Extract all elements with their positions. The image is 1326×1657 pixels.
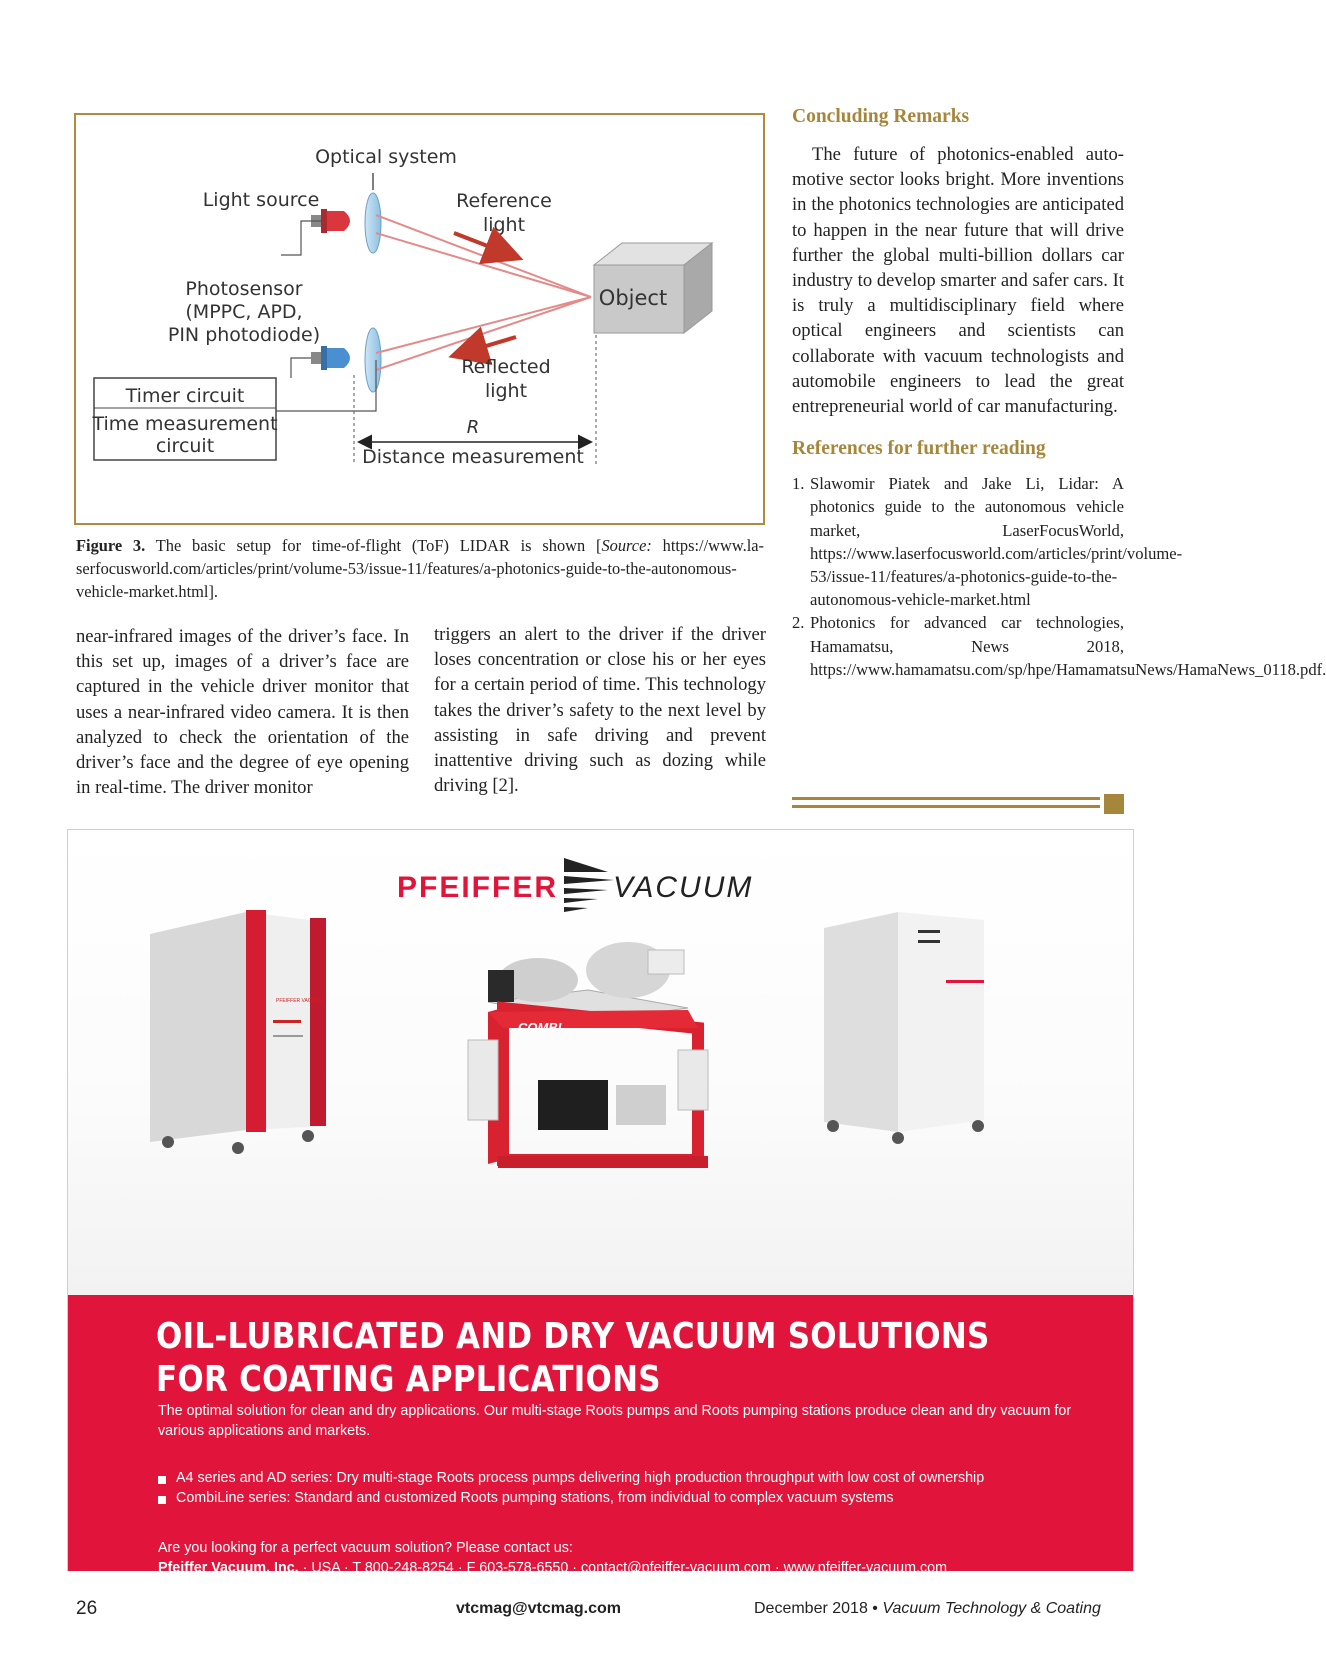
combi-label: COMBI (518, 1020, 562, 1035)
end-mark-square (1104, 794, 1124, 814)
ad-product-photo (68, 830, 1133, 1295)
wire-2 (291, 358, 311, 378)
ad-company: Pfeiffer Vacuum, Inc. (158, 1559, 299, 1576)
a4-cabinet-pump (150, 910, 326, 1154)
lens-top (365, 193, 381, 253)
caption-text-2: https://www.laserfocusworld.com/articles/print/volume-53/issue-11/features/a-photonics-guide-to-the-autonomous-vehicle-market.html]. (76, 536, 764, 601)
references-list (792, 472, 1326, 681)
lidar-diagram (76, 115, 764, 523)
label-optical-system: Optical system (315, 146, 457, 168)
lens-bottom (365, 328, 381, 392)
reference-item (792, 472, 1183, 611)
footer-date: December 2018 (754, 1600, 868, 1617)
label-r: R (466, 417, 480, 438)
footer-publication: Vacuum Technology & Coating (882, 1600, 1101, 1617)
footer-email: vtcmag@vtcmag.com (456, 1600, 621, 1617)
label-photosensor-2: (MPPC, APD, (185, 301, 303, 323)
machine-brand-label: PFEIFFER VACUUM (276, 998, 323, 1004)
reference-number: 2. (792, 613, 805, 633)
reference-arrow (454, 233, 516, 257)
caption-source: Source: (601, 536, 652, 555)
ad-headline-line-1: OIL-LUBRICATED AND DRY VACUUM SOLUTIONS (156, 1316, 990, 1357)
footer-publication-line (754, 1600, 1101, 1618)
ad-bullet-text: CombiLine series: Standard and customized Roots pumping stations, from individual to complex vacuum systems (176, 1489, 894, 1506)
page-number: 26 (76, 1598, 98, 1619)
ad-contact-details: · USA · T 800-248-8254 · F 603-578-6550 · contact@pfeiffer-vacuum.com · www.pfeiffer-vacuum.com (298, 1559, 948, 1576)
ad-headline (156, 1315, 1085, 1401)
label-time-measurement-1: Time measurement (92, 413, 278, 435)
label-reference-2: light (482, 214, 526, 236)
led-blue-icon (311, 346, 350, 370)
reference-text: Slawomir Piatek and Jake Li, Lidar: A photonics guide to the autonomous vehicle market, LaserFocusWorld, https://www.laserfocusworld.com/articles/print/volume-53/issue-11/features/a-photonics-guide-to-the-autonomous-vehicle-market.html (810, 474, 1183, 610)
caption-text-1: The basic setup for time-of-flight (ToF) LIDAR is shown [ (145, 536, 602, 555)
ad-bullet-list (158, 1469, 984, 1508)
label-distance: Distance measurement (362, 446, 584, 468)
label-photosensor-3: PIN photodiode) (167, 324, 321, 346)
combiline-pumping-station (468, 942, 708, 1168)
logo-pfeiffer: PFEIFFER (396, 871, 558, 904)
end-rule (792, 797, 1100, 815)
label-reflected-1: Reflected (461, 356, 551, 378)
concluding-heading: Concluding Remarks (792, 106, 970, 127)
ad-intro: The optimal solution for clean and dry applications. Our multi-stage Roots pumps and Roots pumping stations produce clean and dry vacuum for various applications and markets. (158, 1403, 1072, 1439)
label-reference-1: Reference (456, 190, 552, 212)
ad-bullet (158, 1489, 984, 1509)
label-time-measurement-2: circuit (155, 435, 215, 457)
ad-product-illustration (68, 830, 1133, 1295)
label-light-source: Light source (202, 189, 320, 211)
ad-contact (158, 1539, 947, 1578)
reference-text: Photonics for advanced car technologies, Hamamatsu, News 2018, https://www.hamamatsu.com/sp/hpe/HamamatsuNews/HamaNews_0118.pdf. (810, 613, 1326, 679)
ad-bullet-text: A4 series and AD series: Dry multi-stage Roots process pumps delivering high production throughput with low cost of ownership (176, 1470, 985, 1486)
reference-number: 1. (792, 474, 805, 494)
end-rule-line-2 (792, 805, 1100, 808)
label-photosensor-1: Photosensor (185, 278, 303, 300)
right-column (792, 106, 1326, 681)
beam-back-1 (376, 297, 591, 353)
bullet-square-icon (158, 1496, 166, 1504)
logo-vacuum: VACUUM (613, 871, 754, 904)
pfeiffer-advertisement (67, 829, 1134, 1576)
ad-bullet (158, 1469, 984, 1489)
ad-series-cabinet-pump (824, 912, 984, 1144)
figure-3-diagram (74, 113, 765, 525)
bullet-square-icon (158, 1476, 166, 1484)
logo-mark-icon (564, 858, 614, 912)
body-column-middle: triggers an alert to the driver if the driver loses concentration or close his or her eyes for a certain period of time. This technology takes the driver’s safety to the next level by assisting in safe driving and prevent inattentive driving such as dozing while driving [2]. (434, 624, 766, 797)
end-rule-line-1 (792, 797, 1100, 800)
concluding-text: The future of photonics-enabled automotive sector looks bright. More inventions in the photonics technologies are anticipated to happen in the near future that will drive further the global multi-billion dollars car industry to develop smarter and safer cars. It is truly a multidisciplinary field where optical engineers and scientists can collaborate with vacuum technologists and automobile engineers to lead the great entrepreneurial world of car manufacturing. (792, 144, 1124, 418)
ad-text-panel (68, 1295, 1133, 1576)
label-reflected-2: light (484, 380, 528, 402)
label-timer-circuit: Timer circuit (125, 385, 245, 407)
figure-caption (76, 534, 764, 603)
body-column-left: near-infrared images of the driver’s face. In this set up, images of a driver’s face are captured in the vehicle driver monitor that uses a near-infrared video camera. It is then analyzed to check the orientation of the driver’s face and the degree of eye opening in real-time. The driver monitor (76, 626, 409, 799)
footer-bullet: • (872, 1600, 878, 1617)
references-heading: References for further reading (792, 438, 1046, 460)
ad-headline-line-2: FOR COATING APPLICATIONS (156, 1359, 661, 1400)
caption-label: Figure 3. (76, 536, 146, 555)
ad-contact-question: Are you looking for a perfect vacuum solution? Please contact us: (158, 1540, 573, 1556)
label-object: Object (598, 286, 668, 310)
reference-item (792, 611, 1326, 681)
